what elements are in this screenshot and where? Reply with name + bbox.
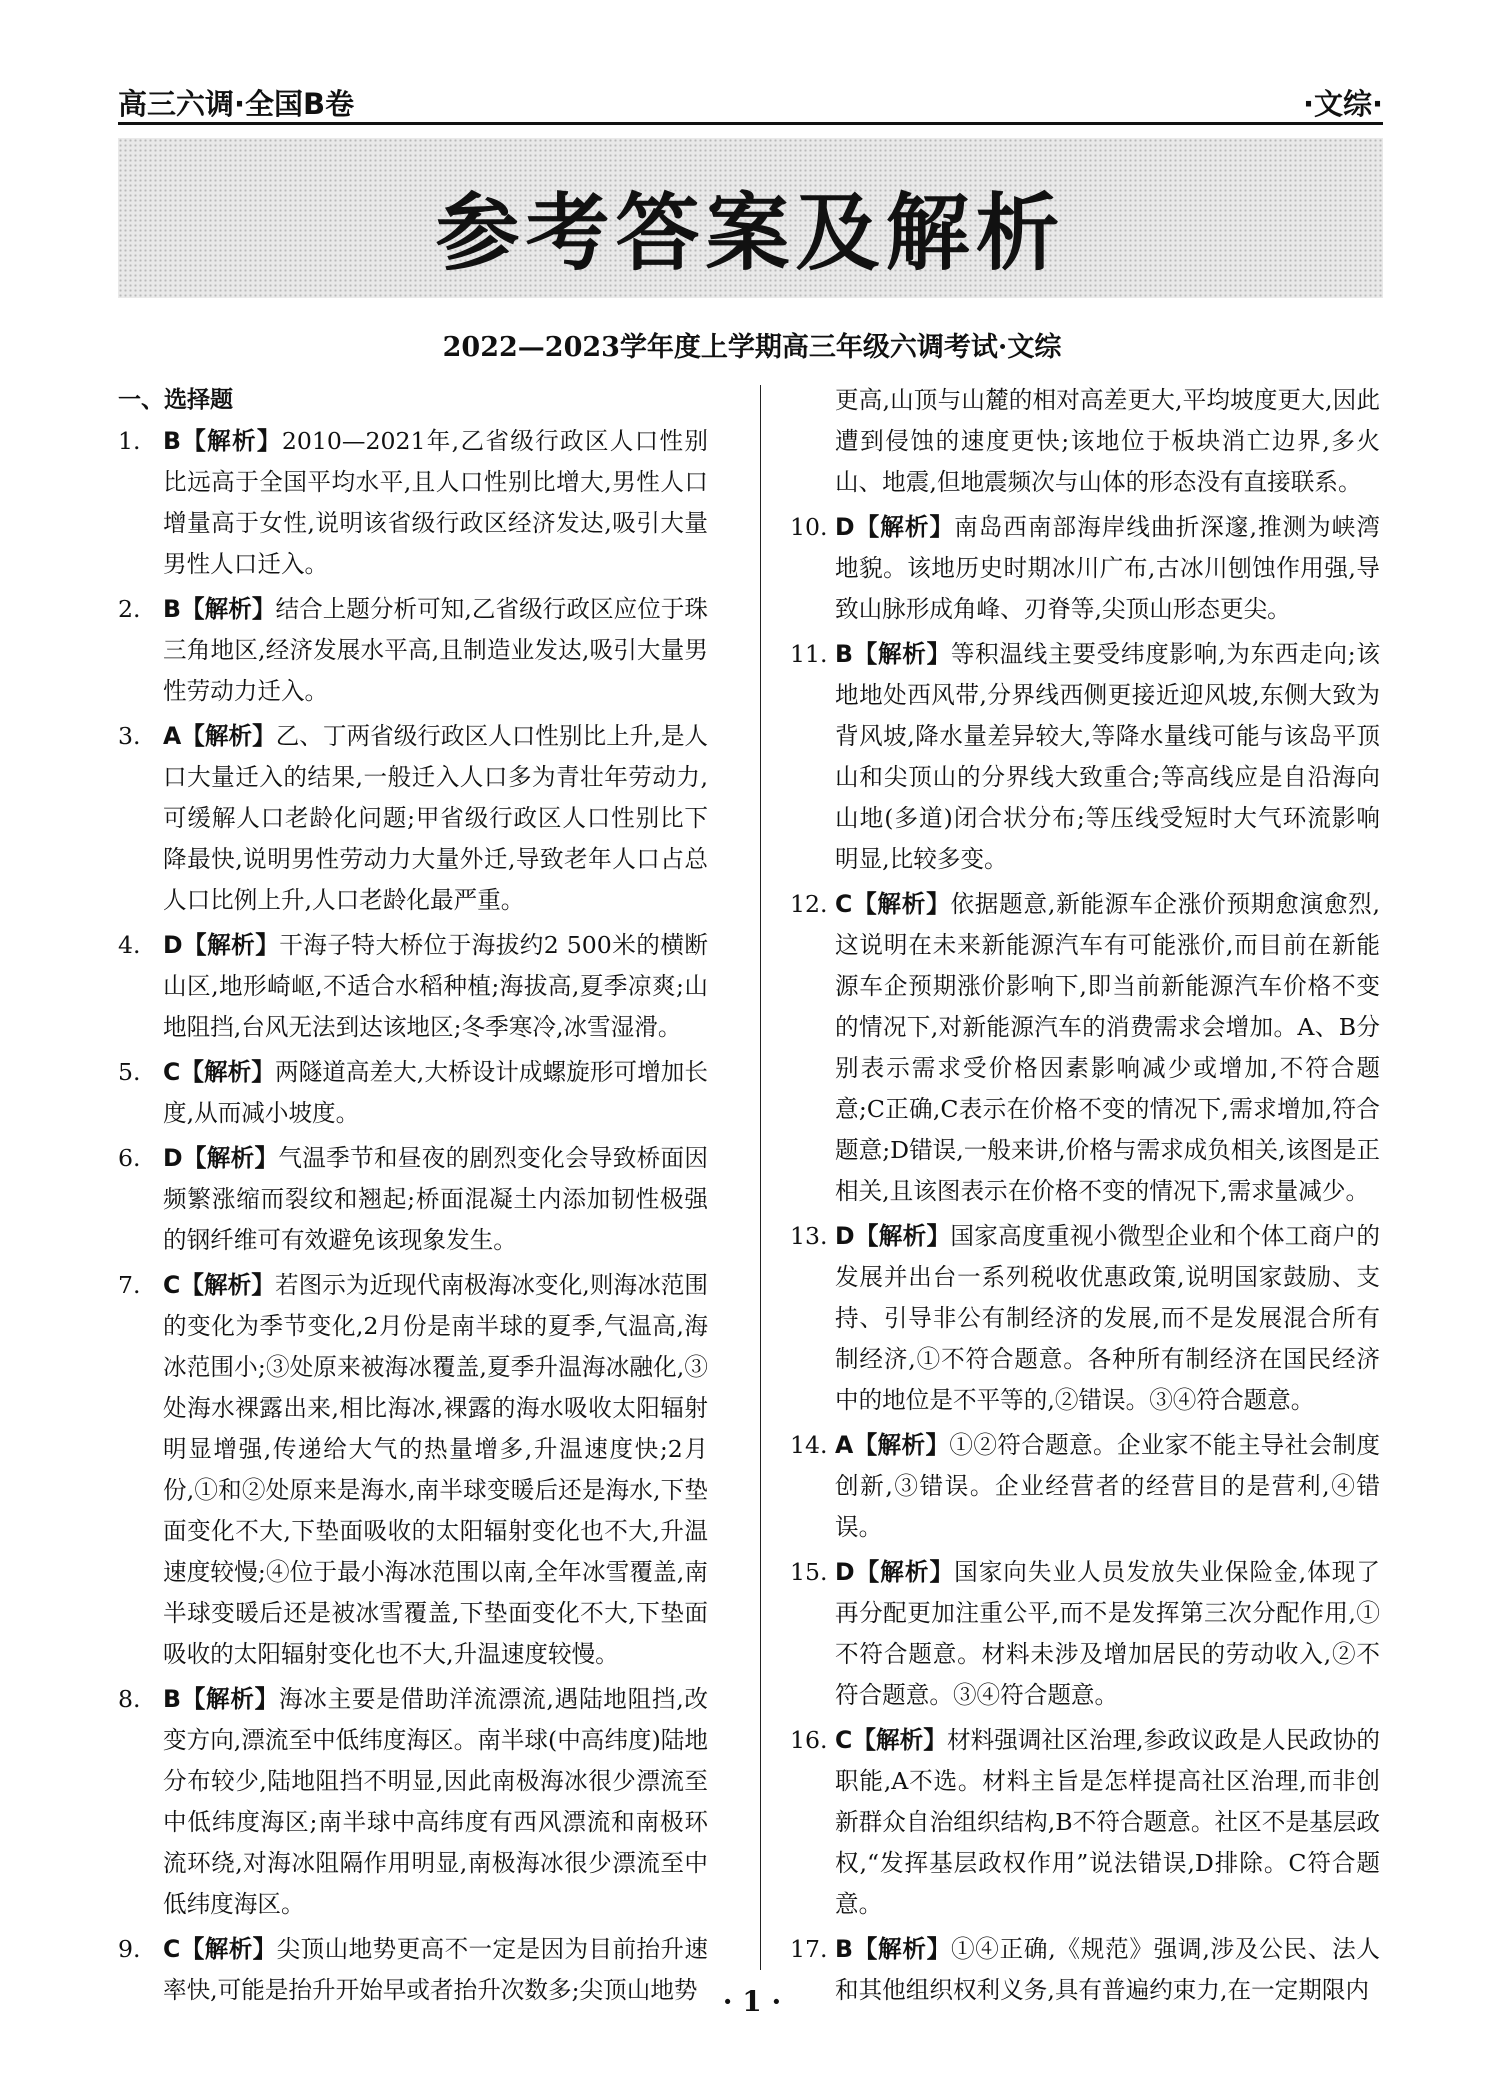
item-answer: D [835, 1558, 855, 1586]
right-item-list [790, 507, 1380, 2011]
answer-item [790, 1216, 1380, 1421]
item-tag: 【解析】 [854, 513, 955, 541]
item-explanation: 气温季节和昼夜的剧烈变化会导致桥面因频繁涨缩而裂纹和翘起;桥面混凝土内添加韧性极强的钢纤维可有效避免该现象发生。 [163, 1144, 709, 1254]
item-number: 14. [790, 1431, 828, 1459]
item-explanation: 结合上题分析可知,乙省级行政区应位于珠三角地区,经济发展水平高,且制造业发达,吸引大量男性劳动力迁入。 [163, 595, 709, 705]
answer-item [118, 589, 708, 712]
title-banner [118, 138, 1383, 298]
item-tag: 【解析】 [180, 427, 282, 455]
item-explanation: 国家高度重视小微型企业和个体工商户的发展并出台一系列税收优惠政策,说明国家鼓励、支持、引导非公有制经济的发展,而不是发展混合所有制经济,①不符合题意。各种所有制经济在国民经济中的地位是不平等的,②错误。③④符合题意。 [835, 1222, 1381, 1414]
item-number: 6. [118, 1144, 141, 1172]
item-explanation: 若图示为近现代南极海冰变化,则海冰范围的变化为季节变化,2月份是南半球的夏季,气温高,海冰范围小;③处原来被海冰覆盖,夏季升温海冰融化,③处海水裸露出来,相比海冰,裸露的海水吸收太阳辐射明显增强,传递给大气的热量增多,升温速度快;2月份,①和②处原来是海水,南半球变暖后还是海水,下垫面变化不大,下垫面吸收的太阳辐射变化也不大,升温速度较慢;④位于最小海冰范围以南,全年冰雪覆盖,南半球变暖后还是被冰雪覆盖,下垫面变化不大,下垫面吸收的太阳辐射变化也不大,升温速度较慢。 [163, 1271, 709, 1668]
item-answer: A [163, 722, 182, 750]
answer-item [118, 1138, 708, 1261]
page-number: · 1 · [722, 1985, 782, 2018]
item-explanation: 两隧道高差大,大桥设计成螺旋形可增加长度,从而减小坡度。 [163, 1058, 709, 1127]
answer-item [790, 507, 1380, 630]
item-number: 17. [790, 1935, 828, 1963]
item-explanation: 干海子特大桥位于海拔约2 500米的横断山区,地形崎岖,不适合水稻种植;海拔高,夏季凉爽;山地阻挡,台风无法到达该地区;冬季寒冷,冰雪湿滑。 [163, 931, 708, 1041]
item-tag: 【解析】 [854, 1558, 955, 1586]
header-exam-name: 高三六调·全国B卷 [118, 87, 355, 121]
continuation-text: 更高,山顶与山麓的相对高差更大,平均坡度更大,因此遭到侵蚀的速度更快;该地位于板块消亡边界,多火山、地震,但地震频次与山体的形态没有直接联系。 [835, 386, 1380, 496]
item-number: 13. [790, 1222, 828, 1250]
item-tag: 【解析】 [180, 595, 276, 623]
document-subtitle: 2022—2023学年度上学期高三年级六调考试·文综 [442, 332, 1062, 363]
item-explanation: 乙、丁两省级行政区人口性别比上升,是人口大量迁入的结果,一般迁入人口多为青壮年劳动力,可缓解人口老龄化问题;甲省级行政区人口性别比下降最快,说明男性劳动力大量外迁,导致老年人口占总人口比例上升,人口老龄化最严重。 [163, 722, 709, 914]
item-explanation: 海冰主要是借助洋流漂流,遇陆地阻挡,改变方向,漂流至中低纬度海区。南半球(中高纬度)陆地分布较少,陆地阻挡不明显,因此南极海冰很少漂流至中低纬度海区;南半球中高纬度有西风漂流和南极环流环绕,对海冰阻隔作用明显,南极海冰很少漂流至中低纬度海区。 [163, 1685, 709, 1918]
item-explanation: 国家向失业人员发放失业保险金,体现了再分配更加注重公平,而不是发挥第三次分配作用,①不符合题意。材料未涉及增加居民的劳动收入,②不符合题意。③④符合题意。 [835, 1558, 1381, 1709]
item-answer: B [835, 640, 853, 668]
item-explanation: 尖顶山地势更高不一定是因为目前抬升速率快,可能是抬升开始早或者抬升次数多;尖顶山地势 [163, 1935, 709, 2004]
item-number: 10. [790, 513, 828, 541]
item-explanation: 材料强调社区治理,参政议政是人民政协的职能,A不选。材料主旨是怎样提高社区治理,而非创新群众自治组织结构,B不符合题意。社区不是基层政权,“发挥基层政权作用”说法错误,D排除。C符合题意。 [835, 1726, 1381, 1918]
answer-item [118, 421, 708, 585]
item-tag: 【解析】 [182, 1144, 279, 1172]
item-answer: C [835, 1726, 853, 1754]
item-answer: C [163, 1058, 181, 1086]
item-answer: B [835, 1935, 853, 1963]
item-tag: 【解析】 [180, 1685, 279, 1713]
column-divider [760, 385, 761, 1970]
item-explanation: 等积温线主要受纬度影响,为东西走向;该地地处西风带,分界线西侧更接近迎风坡,东侧大致为背风坡,降水量差异较大,等降水量线可能与该岛平顶山和尖顶山的分界线大致重合;等高线应是自沿海向山地(多道)闭合状分布;等压线受短时大气环流影响明显,比较多变。 [835, 640, 1380, 873]
item-number: 16. [790, 1726, 828, 1754]
item-explanation: ①②符合题意。企业家不能主导社会制度创新,③错误。企业经营者的经营目的是营利,④错误。 [835, 1431, 1381, 1541]
item-answer: D [163, 1144, 183, 1172]
answer-item [118, 716, 708, 921]
item-number: 2. [118, 595, 141, 623]
item-answer: A [835, 1431, 854, 1459]
item-answer: D [163, 931, 183, 959]
item-explanation: 依据题意,新能源车企涨价预期愈演愈烈,这说明在未来新能源汽车有可能涨价,而目前在新能源车企预期涨价影响下,即当前新能源汽车价格不变的情况下,对新能源汽车的消费需求会增加。A、B分别表示需求受价格因素影响减少或增加,不符合题意;C正确,C表示在价格不变的情况下,需求增加,符合题意;D错误,一般来讲,价格与需求成负相关,该图是正相关,且该图表示在价格不变的情况下,需求量减少。 [835, 890, 1381, 1205]
item-number: 4. [118, 931, 141, 959]
item-tag: 【解析】 [852, 1726, 947, 1754]
item-number: 9. [118, 1935, 141, 1963]
item-tag: 【解析】 [854, 1222, 951, 1250]
item-number: 7. [118, 1271, 141, 1299]
answer-item [118, 1679, 708, 1925]
item-tag: 【解析】 [180, 1935, 277, 1963]
item-answer: D [835, 1222, 855, 1250]
item-answer: D [835, 513, 855, 541]
item-number: 5. [118, 1058, 141, 1086]
page-header [118, 78, 1383, 125]
item-tag: 【解析】 [852, 890, 951, 918]
answer-item [790, 1720, 1380, 1925]
answer-item [790, 1425, 1380, 1548]
answer-item [118, 925, 708, 1048]
item-tag: 【解析】 [180, 1271, 275, 1299]
item-number: 15. [790, 1558, 828, 1586]
item-answer: C [835, 890, 853, 918]
item-tag: 【解析】 [182, 931, 280, 959]
right-column [790, 380, 1380, 2015]
item-number: 1. [118, 427, 141, 455]
item-tag: 【解析】 [181, 722, 276, 750]
header-subject: ·文综· [1302, 87, 1383, 121]
item-answer: B [163, 1685, 181, 1713]
answer-item [118, 1052, 708, 1134]
answer-item [790, 1552, 1380, 1716]
banner-title: 参考答案及解析 [435, 184, 1066, 282]
left-item-list [118, 421, 708, 2011]
item-explanation: 2010—2021年,乙省级行政区人口性别比远高于全国平均水平,且人口性别比增大,男性人口增量高于女性,说明该省级行政区经济发达,吸引大量男性人口迁入。 [163, 427, 708, 578]
item-tag: 【解析】 [853, 1431, 950, 1459]
item-tag: 【解析】 [180, 1058, 275, 1086]
left-column [118, 380, 708, 2015]
item-tag: 【解析】 [852, 640, 951, 668]
item-explanation: ①④正确,《规范》强调,涉及公民、法人和其他组织权利义务,具有普遍约束力,在一定期限内 [835, 1935, 1381, 2004]
section-title: 一、选择题 [118, 387, 233, 413]
item-answer: C [163, 1271, 181, 1299]
item-number: 3. [118, 722, 141, 750]
item-number: 12. [790, 890, 828, 918]
item-number: 11. [790, 640, 828, 668]
item-answer: B [163, 427, 181, 455]
item-number: 8. [118, 1685, 141, 1713]
answer-item [118, 1265, 708, 1675]
item-explanation: 南岛西南部海岸线曲折深邃,推测为峡湾地貌。该地历史时期冰川广布,古冰川刨蚀作用强,导致山脉形成角峰、刃脊等,尖顶山形态更尖。 [835, 513, 1381, 623]
answer-item [790, 634, 1380, 880]
item-tag: 【解析】 [852, 1935, 951, 1963]
item-answer: C [163, 1935, 181, 1963]
item-answer: B [163, 595, 181, 623]
answer-item [790, 884, 1380, 1212]
